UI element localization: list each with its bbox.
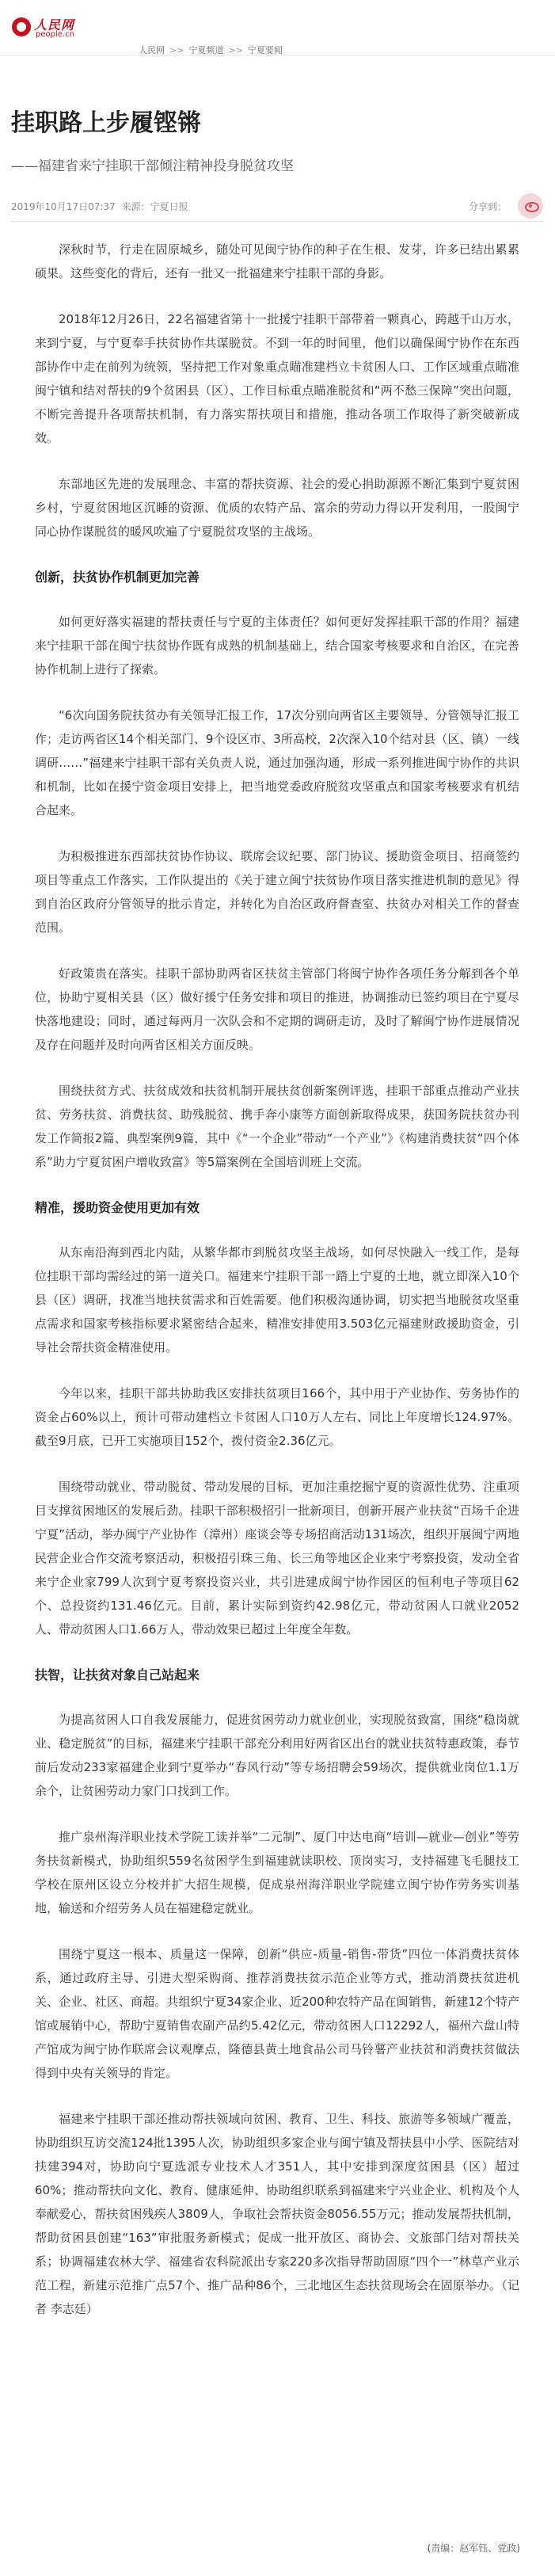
share-label: 分享到： xyxy=(468,201,507,212)
share-eye-icon[interactable] xyxy=(518,193,543,219)
breadcrumb-item-home[interactable]: 人民网 xyxy=(139,45,165,55)
article-paragraph: 围绕宁夏这一根本、质量这一保障，创新“供应-质量-销售-带货”四位一体消费扶贫体系，通过政府主导、引进大型采购商、推荐消费扶贫示范企业等方式，推动消费扶贫进机关、企业、社区、商超。共组织宁夏34家企业、近200种农特产品在闽销售，新建12个特产馆或展销中心，帮助宁夏销售农副产品约5.42亿元，带动贫困人口12292人，福州六盘山特产馆成为闽宁协作联席会议观摩点，隆德县黄土地食品公司马铃薯产业扶贫和消费扶贫做法得到中央有关领导的肯定。 xyxy=(35,1947,519,2080)
article-meta-bar xyxy=(11,190,543,222)
article-paragraph: 为积极推进东西部扶贫协作协议、联席会议纪要、部门协议、援助资金项目、招商签约项目等重点工作落实，工作队提出的《关于建立闽宁扶贫协作项目落实推进机制的意见》得到自治区政府分管领导的批示肯定，并转化为自治区政府督查室、扶贫办对相关工作的督查范围。 xyxy=(35,849,519,935)
site-header xyxy=(0,0,555,55)
article-body xyxy=(35,238,519,2343)
article-paragraph: 围绕扶贫方式、扶贫成效和扶贫机制开展扶贫创新案例评选，挂职干部重点推动产业扶贫、劳务扶贫、消费扶贫、助残脱贫、携手奔小康等方面创新取得成果，获国务院扶贫办刊发工作简报2篇、典型案例9篇，其中《“一个企业”带动“一个产业”》《构建消费扶贫“四个体系”助力宁夏贫困户增收致富》等5篇案例在全国培训班上交流。 xyxy=(35,1084,519,1169)
logo-url: people.cn xyxy=(36,30,74,39)
article-paragraph: 今年以来，挂职干部共协助我区安排扶贫项目166个，其中用于产业协作、劳务协作的资金占60%以上，预计可带动建档立卡贫困人口10万人左右、同比上年度增长124.97%。截至9月底，已开工实施项目152个，拨付资金2.36亿元。 xyxy=(35,1386,519,1448)
article-source: 来源：宁夏日报 xyxy=(121,201,188,212)
breadcrumb-separator: >> xyxy=(169,45,184,55)
section-heading: 精准，援助资金使用更加有效 xyxy=(35,1200,200,1215)
article-paragraph: 福建来宁挂职干部还推动帮扶领域向贫困、教育、卫生、科技、旅游等多领域广覆盖，协助组织互访交流124批1395人次，协助组织多家企业与闽宁镇及帮扶县中小学、医院结对扶建394对，协助向宁夏选派专业技术人才351人，其中安排到深度贫困县（区）超过60%；推动帮扶向文化、教育、健康延伸、协助组织联系到福建来宁兴业企业、机构及个人奉献爱心，帮扶贫困残疾人3809人，争取社会帮扶资金8056.55万元；推动发展帮扶机制，帮助贫困县创建“163”审批服务新模式；促成一批开放区、商协会、文旅部门结对帮扶关系；协调福建农林大学、福建省农科院派出专家220多次指导帮助固原“四个一”林草产业示范工程，新建示范推广点57个、推广品种86个，三北地区生态扶贫现场会在固原举办。（记者 李志廷） xyxy=(35,2112,519,2316)
section-heading: 扶智，让扶贫对象自己站起来 xyxy=(35,1667,200,1682)
article-paragraph: 推广泉州海洋职业技术学院工读并举“二元制”、厦门中达电商“培训—就业—创业”等劳务扶贫新模式，协助组织559名贫困学生到福建就读职校、顶岗实习，支持福建飞毛腿技工学校在原州区设立分校并扩大招生规模，促成泉州海洋职业学院建立闽宁协作劳务实训基地，输送和介绍劳务人员在福建稳定就业。 xyxy=(35,1830,519,1915)
logo-text: 人民网 xyxy=(34,17,75,32)
section-heading: 创新，扶贫协作机制更加完善 xyxy=(35,570,200,585)
article-subtitle: ——福建省来宁挂职干部倾注精神投身脱贫攻坚 xyxy=(11,158,294,174)
article-paragraph: 2018年12月26日，22名福建省第十一批援宁挂职干部带着一颗真心，跨越千山万水，来到宁夏，与宁夏奉手扶贫协作共谋脱贫。不到一年的时间里，他们以确保闽宁协作在东西部协作中走在前列为统领，坚持把工作对象重点瞄准建档立卡贫困人口、工作区域重点瞄准闽宁镇和结对帮扶的9个贫困县（区）、工作目标重点瞄准脱贫和“两不愁三保障”突出问题，不断完善提升各项帮扶机制，有力落实帮扶项目和措施，推动各项工作取得了新突破新成效。 xyxy=(35,312,519,445)
breadcrumb-item-section[interactable]: 宁夏要闻 xyxy=(247,45,283,55)
article-paragraph: 围绕带动就业、带动脱贫、带动发展的目标，更加注重挖掘宁夏的资源性优势、注重项目支撑贫困地区的发展后劲。挂职干部积极招引一批新项目，创新开展产业扶贫“百场千企进宁夏”活动，举办闽宁产业协作（漳州）座谈会等专场招商活动131场次，组织开展闽宁两地民营企业合作交流考察活动，积极招引珠三角、长三角等地区企业来宁考察投资，发动全省来宁企业家799人次到宁夏考察投资兴业，共引进建成闽宁协作园区的恒利电子等项目62个、总投资约131.46亿元。目前，累计实际到资约42.98亿元，带动贫困人口就业2052人、带动贫困人口1.66万人，带动效果已超过上年度全年数。 xyxy=(35,1480,519,1637)
article-paragraph: “6次向国务院扶贫办有关领导汇报工作，17次分别向两省区主要领导、分管领导汇报工作；走访两省区14个相关部门、9个设区市、3所高校，2次深入10个结对县（区、镇）一线调研……”福建来宁挂职干部有关负责人说，通过加强沟通，形成一系列推进闽宁协作的共识和机制，比如在援宁资金项目安排上，把当地党委政府脱贫攻坚重点和国家考核要求有机结合起来。 xyxy=(35,708,519,817)
logo-emblem-icon xyxy=(12,17,31,36)
article-paragraph: 好政策贵在落实。挂职干部协助两省区扶贫主管部门将闽宁协作各项任务分解到各个单位，协助宁夏相关县（区）做好援宁任务安排和项目的推进，协调推动已签约项目在宁夏尽快落地建设；同时，通过每两月一次队会和不定期的调研走访，及时了解闽宁协作进展情况及存在问题并及时向两省区相关方面反映。 xyxy=(35,966,519,1052)
article-paragraph: 如何更好落实福建的帮扶责任与宁夏的主体责任？如何更好发挥挂职干部的作用？福建来宁挂职干部在闽宁扶贫协作既有成熟的机制基础上，结合国家考核要求和自治区，在完善协作机制上进行了探索。 xyxy=(35,615,519,676)
editor-credit: (责编：赵军钰、党政) xyxy=(427,2543,520,2554)
breadcrumb-item-channel[interactable]: 宁夏频道 xyxy=(188,45,224,55)
people-logo[interactable] xyxy=(12,16,75,41)
article-paragraph: 为提高贫困人口自我发展能力，促进贫困劳动力就业创业，实现脱贫致富，围绕“稳岗就业、稳定脱贫”的目标，福建来宁挂职干部充分利用好两省区出台的就业扶贫特惠政策，春节前后发动233家福建企业到宁夏举办“春风行动”等专场招聘会59场次，提供就业岗位1.1万余个，让贫困劳动力家门口找到工作。 xyxy=(35,1713,519,1798)
article-paragraph: 从东南沿海到西北内陆，从繁华都市到脱贫攻坚主战场，如何尽快融入一线工作，是每位挂职干部均需经过的第一道关口。福建来宁挂职干部一踏上宁夏的土地，就立即深入10个县（区）调研，找准当地扶贫需求和百姓需要。他们积极沟通协调，切实把当地脱贫攻坚重点需求和国家考核指标要求紧密结合起来，精准安排使用3.503亿元福建财政援助资金，引导社会帮扶资金精准使用。 xyxy=(35,1245,519,1355)
article-meta xyxy=(11,200,188,213)
breadcrumb xyxy=(139,44,283,56)
publish-date: 2019年10月17日07:37 xyxy=(11,201,116,212)
article-title: 挂职路上步履铿锵 xyxy=(11,109,201,137)
breadcrumb-separator: >> xyxy=(228,45,243,55)
article-paragraph: 深秋时节，行走在固原城乡，随处可见闽宁协作的种子在生根、发芽，许多已结出累累硕果。这些变化的背后，还有一批又一批福建来宁挂职干部的身影。 xyxy=(35,242,519,280)
article-paragraph: 东部地区先进的发展理念、丰富的帮扶资源、社会的爱心捐助源源不断汇集到宁夏贫困乡村，宁夏贫困地区沉睡的资源、优质的农特产品、富余的劳动力得以开发利用，一股闽宁同心协作谋脱贫的暖风吹遍了宁夏脱贫攻坚的主战场。 xyxy=(35,477,519,539)
